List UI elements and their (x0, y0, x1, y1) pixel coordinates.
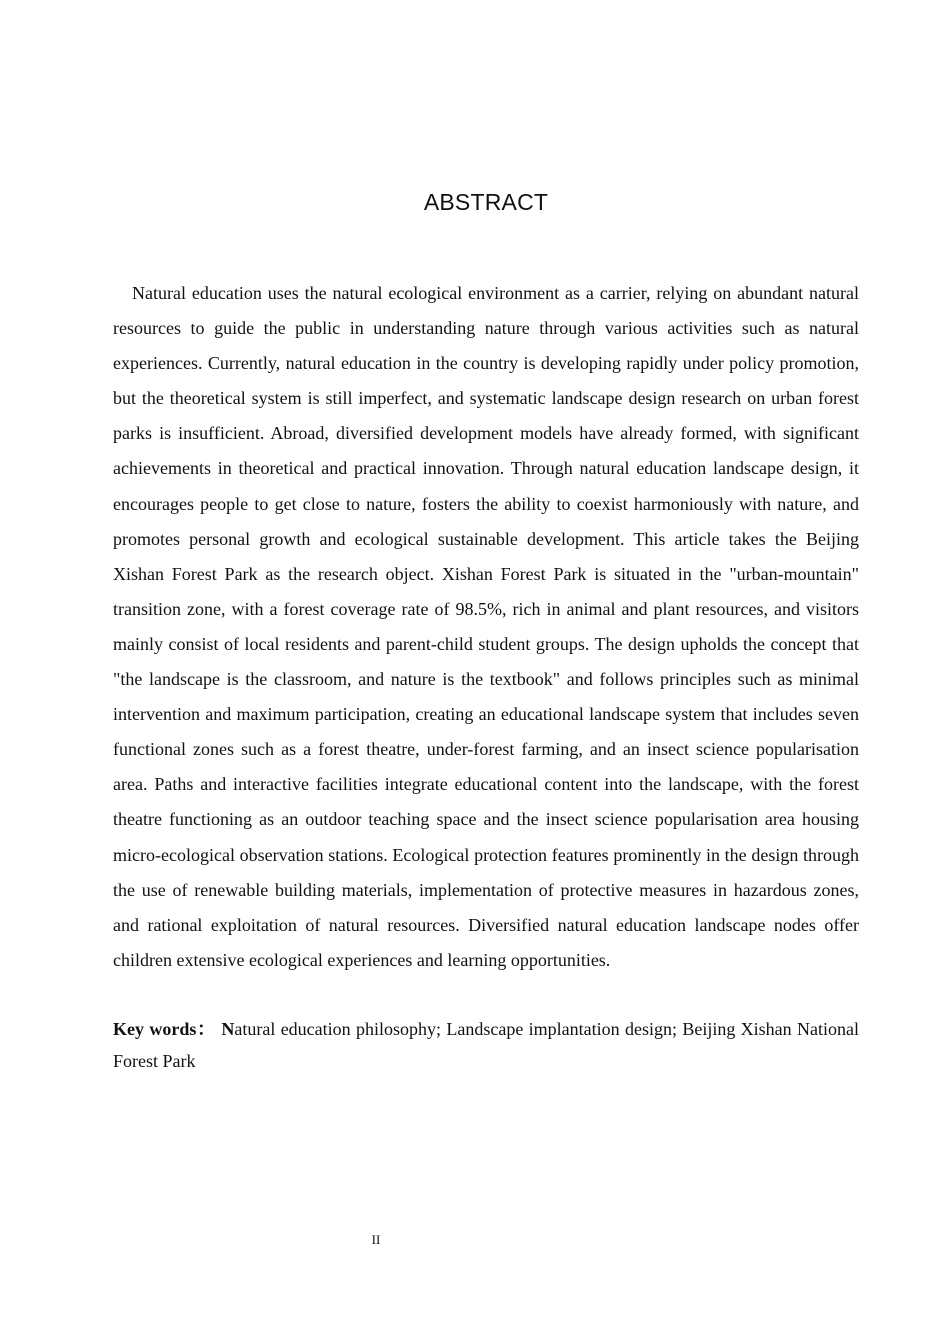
keywords-label: Key words： (113, 1019, 217, 1039)
abstract-body-paragraph: Natural education uses the natural ecological environment as a carrier, relying on abundant natural resources to guide the public in understanding nature through various activities such as natural experiences. Currently, natural education in the country is developing rapidly under policy promotion, but the theoretical system is still imperfect, and systematic landscape design research on urban forest parks is insufficient. Abroad, diversified development models have already formed, with significant achievements in theoretical and practical innovation. Through natural education landscape design, it encourages people to get close to nature, fosters the ability to coexist harmoniously with nature, and promotes personal growth and ecological sustainable development. This article takes the Beijing Xishan Forest Park as the research object. Xishan Forest Park is situated in the "urban-mountain" transition zone, with a forest coverage rate of 98.5%, rich in animal and plant resources, and visitors mainly consist of local residents and parent-child student groups. The design upholds the concept that "the landscape is the classroom, and nature is the textbook" and follows principles such as minimal intervention and maximum participation, creating an educational landscape system that includes seven functional zones such as a forest theatre, under-forest farming, and an insect science popularisation area. Paths and interactive facilities integrate educational content into the landscape, with the forest theatre functioning as an outdoor teaching space and the insect science popularisation area housing micro-ecological observation stations. Ecological protection features prominently in the design through the use of renewable building materials, implementation of protective measures in hazardous zones, and rational exploitation of natural resources. Diversified natural education landscape nodes offer children extensive ecological experiences and learning opportunities. (113, 283, 859, 970)
page-number: II (371, 1232, 381, 1247)
keywords-text: atural education philosophy; Landscape implantation design; Beijing Xishan National Forest Park (113, 1019, 859, 1071)
abstract-heading: ABSTRACT (423, 189, 549, 215)
keywords-first-letter: N (221, 1019, 235, 1039)
keywords-line (113, 1013, 859, 1077)
